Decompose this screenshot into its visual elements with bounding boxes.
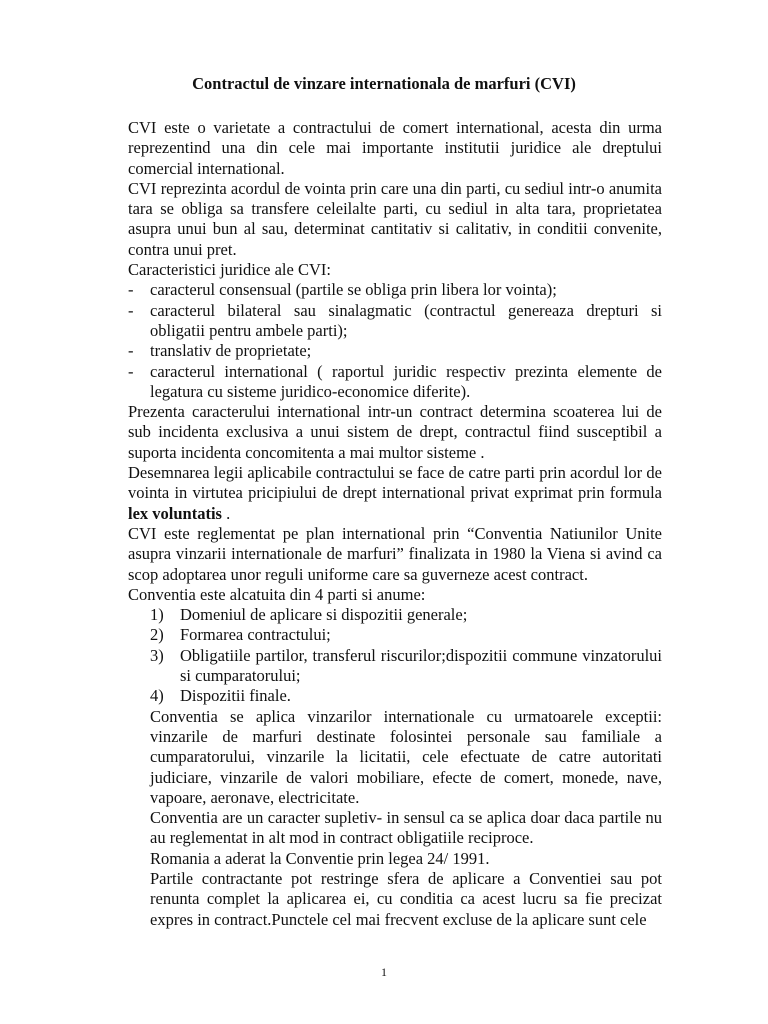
paragraph-international-character: Prezenta caracterului international intr-un contract determina scoaterea lui de sub incidenta exclusiva a unui sistem de drept, contractul fiind susceptibil a suporta incidenta concomitenta a mai multor sisteme . (128, 402, 662, 462)
paragraph-definition: CVI reprezinta acordul de vointa prin care una din parti, cu sediul intr-o anumita tara se obliga sa transfere celeilalte parti, cu sediul in alta tara, proprietatea asupra unui bun al sau, determinat cantitativ si calitativ, in conditii convenite, contra unui pret. (128, 178, 662, 259)
list-item-text: Domeniul de aplicare si dispozitii generale; (180, 605, 468, 625)
list-item: - caracterul bilateral sau sinalagmatic (contractul genereaza drepturi si obligatii pentru ambele parti); (128, 301, 662, 342)
paragraph-applicable-law (128, 463, 662, 524)
list-item-text: Obligatiile partilor, transferul riscurilor;dispozitii commune vinzatorului si cumparatorului; (180, 645, 662, 686)
paragraph-definition-context: CVI este o varietate a contractului de comert international, acesta din urma reprezentind una din cele mai importante institutii juridice ale dreptului comercial international. (128, 118, 662, 178)
list-item-number: 1) (150, 605, 164, 625)
applicable-law-end: . (221, 503, 231, 523)
list-item-number: 3) (150, 645, 164, 665)
paragraph-convention-structure: Conventia este alcatuita din 4 parti si anume: (128, 584, 426, 604)
list-item (128, 686, 662, 706)
list-item-number: 4) (150, 686, 164, 706)
paragraph-exceptions: Conventia se aplica vinzarilor internationale cu urmatoarele exceptii: vinzarile de marfuri destinate folosintei personale sau familiale a cumparatorului, vinzarile la licitatii, cele efectuate de catre autoritati judiciare, vinzarile de valori mobiliare, efecte de comert, monede, nave, vapoare, aeronave, electricitate. (150, 706, 662, 807)
applicable-law-text: Desemnarea legii aplicabile contractului se face de catre parti prin acordul lor de vointa in virtutea pricipiului de drept international privat exprimat prin formula (128, 463, 662, 503)
list-item-text: Formarea contractului; (180, 625, 331, 645)
list-item-number: 2) (150, 625, 164, 645)
list-item (128, 605, 662, 625)
list-item: - caracterul international ( raportul juridic respectiv prezinta elemente de legatura cu sisteme juridico-economice diferite). (128, 362, 662, 403)
convention-parts-list (128, 605, 662, 706)
paragraph-un-convention: CVI este reglementat pe plan international prin “Conventia Natiunilor Unite asupra vinzarii internationale de marfuri” finalizata in 1980 la Viena si avind ca scop adoptarea unor reguli uniforme care sa guverneze acest contract. (128, 523, 662, 584)
page-number: 1 (381, 965, 387, 979)
document-title: Contractul de vinzare internationala de marfuri (CVI) (192, 74, 576, 93)
list-item (128, 646, 662, 687)
paragraph-characteristics-heading: Caracteristici juridice ale CVI: (128, 260, 331, 280)
paragraph-romania-accession: Romania a aderat la Conventie prin legea 24/ 1991. (150, 848, 490, 868)
list-item (128, 625, 662, 645)
paragraph-restrictions: Partile contractante pot restringe sfera de aplicare a Conventiei sau pot renunta complet la aplicarea ei, cu conditia ca acest lucru sa fie precizat expres in contract.Punctele cel mai frecvent excluse de la aplicare sunt cele (150, 868, 662, 929)
document-body (128, 118, 662, 930)
list-item: - translativ de proprietate; (128, 341, 662, 361)
lex-voluntatis-term: lex voluntatis (128, 503, 222, 523)
list-item: - caracterul consensual (partile se obliga prin libera lor vointa); (128, 280, 662, 300)
list-item-text: Dispozitii finale. (180, 686, 291, 706)
characteristics-list (128, 280, 662, 402)
paragraph-supletive-character: Conventia are un caracter supletiv- in sensul ca se aplica doar daca partile nu au reglementat in alt mod in contract obligatiile reciproce. (150, 808, 662, 848)
